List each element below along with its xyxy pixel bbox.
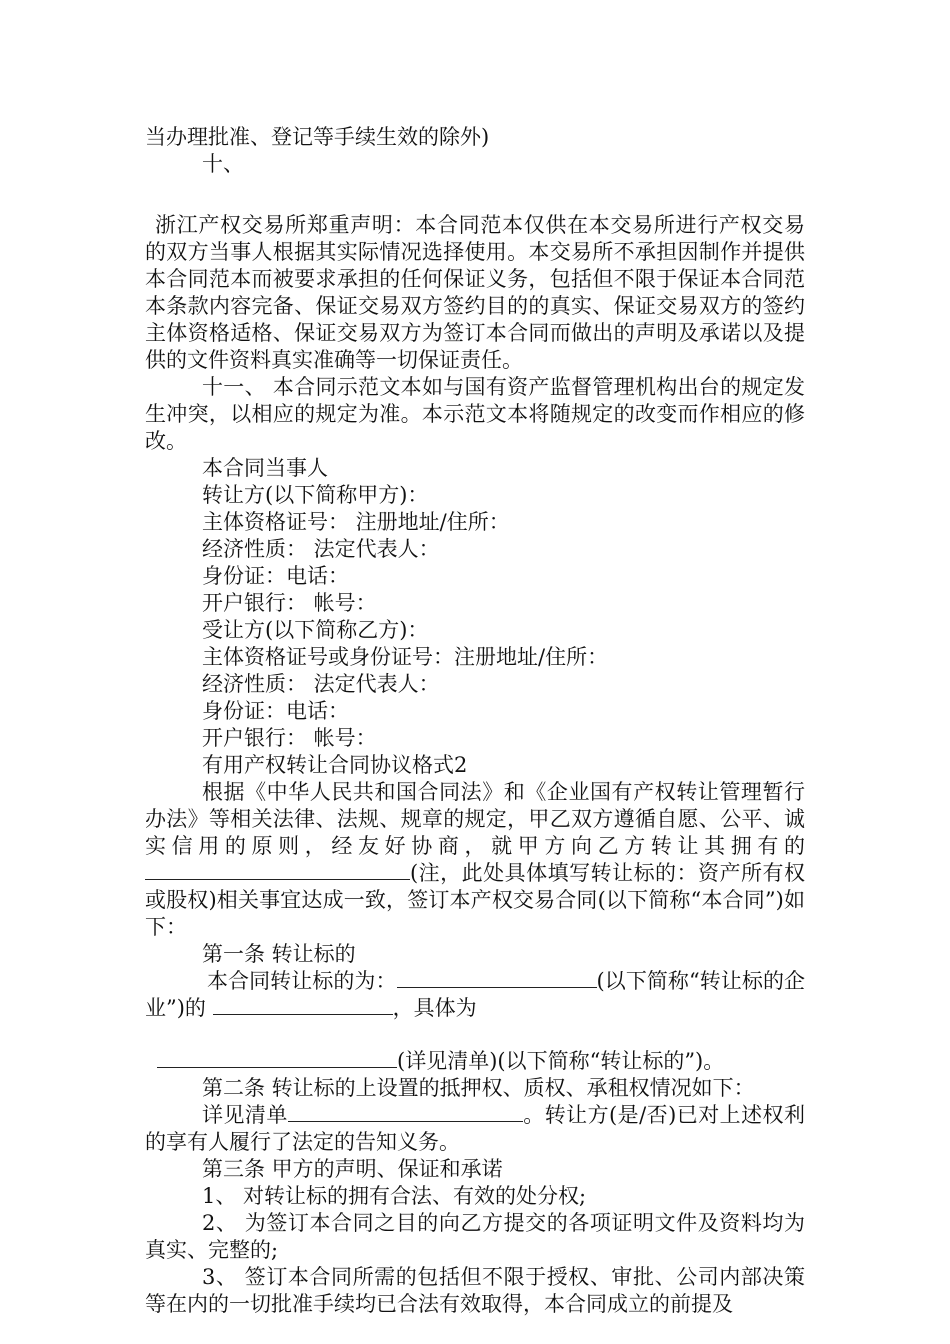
article-two-body <box>145 1102 805 1156</box>
transferee-bank-line: 开户银行： 帐号： <box>202 726 377 750</box>
transferor-idcard-line: 身份证：电话： <box>202 564 349 588</box>
warranty-item-1: 1、 对转让标的拥有合法、有效的处分权; <box>202 1184 587 1208</box>
article-one-text-a: 本合同转让标的为： <box>207 969 397 993</box>
warranty-item-2: 2、 为签订本合同之目的向乙方提交的各项证明文件及资料均为真实、完整的; <box>145 1211 805 1262</box>
disclaimer-paragraph: 浙江产权交易所郑重声明：本合同范本仅供在本交易所进行产权交易的双方当事人根据其实际情况选择使用。本交易所不承担因制作并提供本合同范本而被要求承担的任何保证义务，包括但不限于保证本合同范本条款内容完备、保证交易双方签约目的的真实、保证交易双方的签约主体资格适格、保证交易双方为签订本合同而做出的声明及承诺以及提供的文件资料真实准确等一切保证责任。 <box>145 213 805 372</box>
transferor-nature-line: 经济性质： 法定代表人： <box>202 537 440 561</box>
article-three-heading: 第三条 甲方的声明、保证和承诺 <box>202 1157 503 1181</box>
article-two-text-b: 。转让方(是/否)已对上述权利的享有人履行了法定的告知义务。 <box>145 1103 805 1154</box>
transferee-id-line: 主体资格证号或身份证号：注册地址/住所： <box>202 645 609 669</box>
transferee-line: 受让方(以下简称乙方)： <box>202 618 429 642</box>
article-one-text-b: (以下简称“转让标的企业”)的 <box>145 969 806 1020</box>
article-one-detail <box>145 1048 805 1075</box>
blank-line <box>145 861 410 880</box>
transferee-idcard-line: 身份证：电话： <box>202 699 349 723</box>
transferor-id-line: 主体资格证号： 注册地址/住所： <box>202 510 510 534</box>
warranty-item-3: 3、 签订本合同所需的包括但不限于授权、审批、公司内部决策等在内的一切批准手续均已合法有效取得，本合同成立的前提及 <box>145 1265 805 1316</box>
blank-line <box>213 996 393 1015</box>
spacer <box>145 178 805 212</box>
article-one-heading: 第一条 转让标的 <box>202 942 356 966</box>
clause-eleven: 十一、 本合同示范文本如与国有资产监督管理机构出台的规定发生冲突，以相应的规定为准。本示范文本将随规定的改变而作相应的修改。 <box>145 375 805 453</box>
blank-line <box>157 1049 397 1068</box>
parties-heading: 本合同当事人 <box>202 456 328 480</box>
article-two-heading: 第二条 转让标的上设置的抵押权、质权、承租权情况如下： <box>202 1076 755 1100</box>
blank-line <box>288 1103 523 1122</box>
preamble-text-a: 根据《中华人民共和国合同法》和《企业国有产权转让管理暂行办法》等相关法律、法规、规章的规定，甲乙双方遵循自愿、公平、诚实信用的原则，经友好协商，就甲方向乙方转让其拥有的 <box>145 780 805 858</box>
article-two-text-a: 详见清单 <box>202 1103 288 1127</box>
transferor-line: 转让方(以下简称甲方)： <box>202 483 429 507</box>
spacer <box>145 1022 805 1048</box>
article-one-detail-text: (详见清单)(以下简称“转让标的”)。 <box>397 1049 725 1073</box>
text-line: 当办理批准、登记等手续生效的除外) <box>145 125 490 149</box>
blank-line <box>397 969 597 988</box>
preamble-text-b: (注，此处具体填写转让标的：资产所有权或股权)相关事宜达成一致，签订本产权交易合同(以下简称“本合同”)如下： <box>145 861 805 939</box>
preamble-paragraph <box>145 779 805 941</box>
clause-number: 十、 <box>202 152 244 176</box>
article-one-body <box>145 968 805 1022</box>
document-body <box>145 124 805 1318</box>
article-one-text-c: ，具体为 <box>392 996 477 1020</box>
section-title: 有用产权转让合同协议格式2 <box>202 753 468 777</box>
transferee-nature-line: 经济性质： 法定代表人： <box>202 672 440 696</box>
transferor-bank-line: 开户银行： 帐号： <box>202 591 377 615</box>
